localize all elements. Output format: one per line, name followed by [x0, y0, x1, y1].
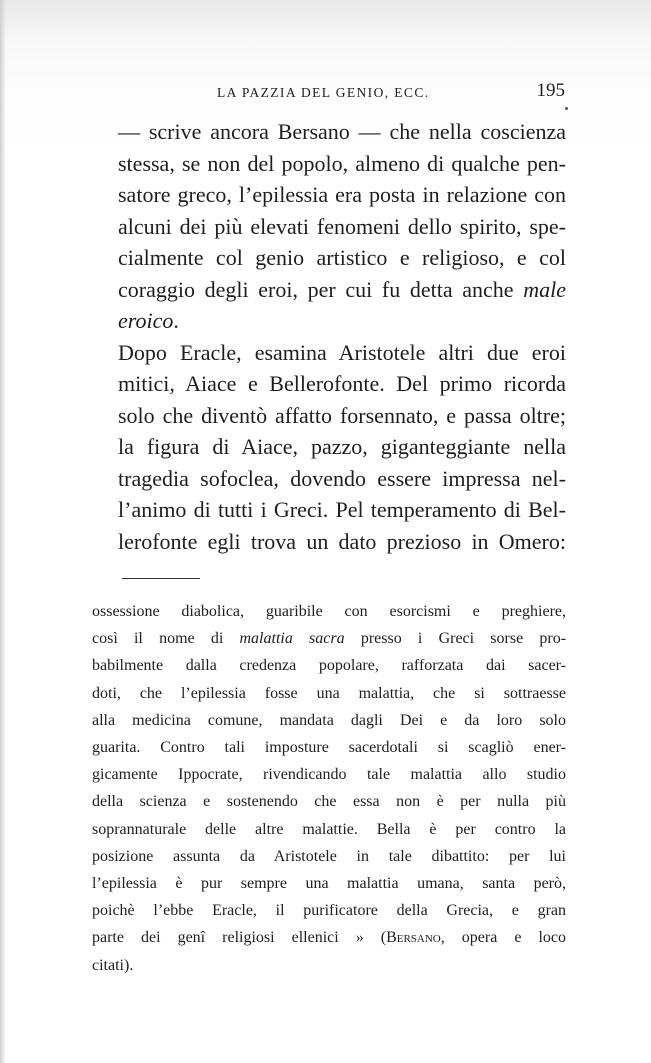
- text-line: alcuni dei più elevati fenomeni dello spirito, spe-: [118, 213, 566, 239]
- paragraph-1: [118, 116, 566, 337]
- footnote: [92, 598, 566, 979]
- footnote-line-with-italic: [92, 625, 566, 652]
- text-line-with-italic: [118, 274, 566, 306]
- paragraph-2: [118, 337, 566, 558]
- italic-term: malattia sacra: [239, 630, 345, 648]
- text-line: solo che diventò affatto forsennato, e passa oltre;: [118, 402, 566, 428]
- footnote-line: della scienza e sostenendo che essa non è per nulla più: [92, 793, 566, 811]
- page-header: [118, 80, 565, 104]
- text-line: — scrive ancora Bersano — che nella coscienza: [118, 119, 566, 144]
- text-line: l’animo di tutti i Greci. Pel temperamento di Bel-: [118, 497, 566, 522]
- cited-author: Bersano: [386, 929, 441, 947]
- page-edge-shadow: [0, 0, 6, 1063]
- footnote-text: [92, 598, 566, 979]
- text-fragment: così il nome di: [92, 630, 224, 648]
- footnote-line: alla medicina comune, mandata dagli Dei e da loro solo: [92, 711, 566, 729]
- text-fragment: coraggio degli eroi, per cui fu detta anche: [118, 276, 514, 302]
- main-text: [118, 116, 566, 557]
- footnote-line: gicamente Ippocrate, rivendicando tale malattia allo studio: [92, 766, 566, 784]
- text-line: satore greco, l’epilessia era posta in relazione con: [118, 182, 566, 207]
- footnote-line: posizione assunta da Aristotele in tale dibattito: per lui: [92, 847, 566, 865]
- text-fragment: presso i Greci sorse pro-: [360, 630, 567, 648]
- italic-term: male: [523, 276, 566, 302]
- footnote-line-with-citation: [92, 924, 566, 951]
- italic-term: eroico: [118, 308, 174, 333]
- text-line: la figura di Aiace, pazzo, giganteggiante nella: [118, 434, 566, 459]
- footnote-line: ossessione diabolica, guaribile con esorcismi e preghiere,: [92, 603, 566, 620]
- footnote-line: babilmente dalla credenza popolare, rafforzata dai sacer-: [92, 657, 566, 675]
- footnote-line: soprannaturale delle altre malattie. Bella è per contro la: [92, 820, 566, 838]
- footnote-line: doti, che l’epilessia fosse una malattia, che si sottraesse: [92, 684, 566, 702]
- page-number: 195: [536, 80, 565, 101]
- text-fragment: , opera e loco: [440, 929, 566, 947]
- footnote-line-last: citati).: [92, 956, 134, 974]
- text-line-last: [118, 305, 566, 337]
- text-line: lerofonte egli trova un dato prezioso in Omero:: [118, 528, 566, 554]
- footnote-line: l’epilessia è pur sempre una malattia umana, santa però,: [92, 875, 566, 893]
- text-fragment: .: [173, 308, 179, 333]
- running-title: LA PAZZIA DEL GENIO, ECC.: [217, 85, 430, 100]
- text-line: tragedia sofoclea, dovendo essere impressa nel-: [118, 465, 566, 491]
- footnote-separator: [122, 578, 200, 579]
- text-fragment: parte dei genî religiosi ellenici » (: [92, 929, 387, 947]
- footnote-line: guarita. Contro tali imposture sacerdotali si scagliò ener-: [92, 739, 566, 757]
- footnote-line: poichè l’ebbe Eracle, il purificatore della Grecia, e gran: [92, 902, 566, 920]
- text-line: stessa, se non del popolo, almeno di qualche pen-: [118, 150, 566, 176]
- ink-speck: [565, 107, 568, 110]
- text-line: mitici, Aiace e Bellerofonte. Del primo ricorda: [118, 371, 566, 396]
- text-line: cialmente col genio artistico e religioso, e col: [118, 245, 566, 270]
- text-line: Dopo Eracle, esamina Aristotele altri due eroi: [118, 339, 566, 365]
